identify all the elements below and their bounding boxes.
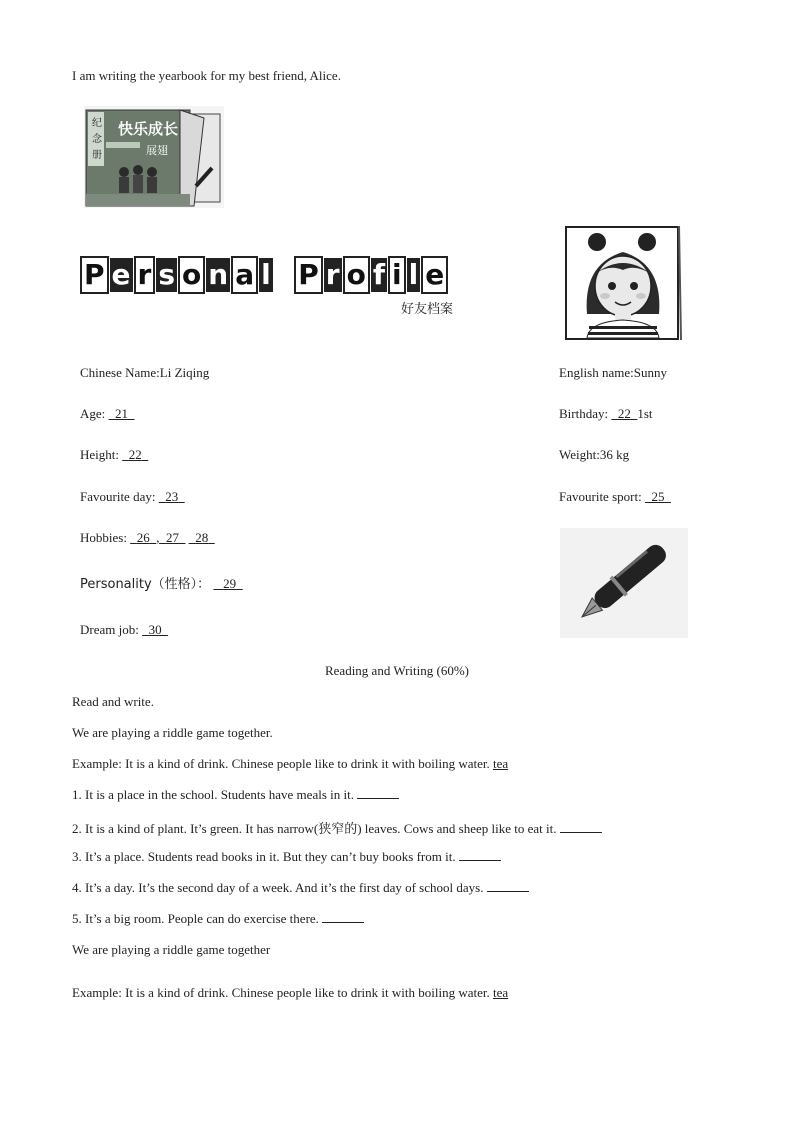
answer-blank-1[interactable] [357, 787, 399, 799]
banner-letter-tile: P [80, 256, 109, 294]
banner-letter-tile: l [408, 258, 419, 291]
yearbook-side-char-1: 纪 [92, 118, 102, 129]
example-answer: tea [492, 756, 509, 771]
personality-label: Personality（性格）： [80, 577, 211, 592]
hobby-blank-3: 28 [195, 530, 209, 545]
banner-word-personal [80, 258, 274, 291]
banner-letter-tile: n [208, 258, 229, 291]
banner-letter-tile: e [111, 258, 131, 291]
personality-row [80, 573, 243, 592]
riddle-intro: We are playing a riddle game together. [72, 725, 273, 740]
svg-text:念: 念 [92, 134, 102, 145]
intro-text: I am writing the yearbook for my best friend, Alice. [72, 68, 341, 83]
example-text-repeat: Example: It is a kind of drink. Chinese people like to drink it with boiling water. [72, 985, 490, 1000]
banner-letter-tile: s [158, 258, 176, 291]
banner-letter-tile: a [231, 256, 258, 294]
banner-letter-tile: l [261, 258, 271, 291]
chinese-name: Chinese Name:Li Ziqing [80, 365, 210, 380]
banner-word-profile [294, 258, 449, 291]
banner-letter-tile: r [325, 258, 340, 291]
question-1: 1. It is a place in the school. Students have meals in it. [72, 787, 399, 803]
height-row [80, 447, 148, 463]
banner-letter-tile: r [134, 256, 156, 294]
favourite-day-row [80, 489, 185, 505]
section-title: Reading and Writing (60%) [324, 663, 469, 678]
height-blank: 22 [128, 447, 142, 462]
english-name: English name:Sunny [559, 365, 667, 380]
height-label: Height: [80, 447, 119, 462]
riddle-intro-repeat: We are playing a riddle game together [72, 942, 271, 957]
hobbies-label: Hobbies: [80, 530, 127, 545]
dream-job-row [80, 622, 168, 638]
personal-profile-banner [80, 256, 445, 304]
banner-letter-tile: e [421, 256, 448, 294]
age-label: Age: [80, 406, 106, 421]
answer-blank-2[interactable] [560, 821, 602, 833]
favourite-sport-row [559, 489, 671, 505]
favourite-day-blank: 23 [165, 489, 179, 504]
yearbook-title: 快乐成长 [118, 120, 179, 138]
birthday-blank: 22 [617, 406, 631, 421]
age-blank: 21 [115, 406, 129, 421]
favourite-sport-blank: 25 [651, 489, 665, 504]
yearbook-cover-image [84, 106, 224, 208]
question-4: 4. It’s a day. It’s the second day of a week. And it’s the first day of school days. [72, 880, 529, 896]
profile-subtitle-cn: 好友档案 [401, 302, 454, 317]
banner-letter-tile: f [372, 258, 385, 291]
favourite-day-label: Favourite day: [80, 489, 156, 504]
instruction: Read and write. [72, 694, 154, 709]
dream-job-label: Dream job: [80, 622, 139, 637]
question-5: 5. It’s a big room. People can do exercise there. [72, 911, 364, 927]
banner-letter-tile: i [388, 256, 406, 294]
hobbies-row [80, 530, 215, 546]
banner-letter-tile: o [178, 256, 205, 294]
example-row [72, 756, 508, 772]
banner-letter-tile: P [294, 256, 323, 294]
dream-job-blank: 30 [148, 622, 162, 637]
fountain-pen-image [560, 528, 688, 638]
weight: Weight:36 kg [559, 447, 630, 462]
example-text: Example: It is a kind of drink. Chinese people like to drink it with boiling water. [72, 756, 490, 771]
hobby-blank-2: 27 [165, 530, 179, 545]
hobby-blank-1: 26 , [136, 530, 160, 545]
girl-portrait-image [563, 224, 683, 342]
svg-text:册: 册 [92, 150, 102, 161]
answer-blank-4[interactable] [487, 880, 529, 892]
birthday-row [559, 406, 653, 422]
birthday-label: Birthday: [559, 406, 609, 421]
answer-blank-3[interactable] [459, 849, 501, 861]
answer-blank-5[interactable] [322, 911, 364, 923]
banner-letter-tile: o [343, 256, 370, 294]
svg-text:展翅: 展翅 [146, 144, 168, 157]
birthday-suffix: 1st [637, 406, 653, 421]
question-3: 3. It’s a place. Students read books in it. But they can’t buy books from it. [72, 849, 501, 865]
example-answer-repeat: tea [492, 985, 509, 1000]
question-2: 2. It is a kind of plant. It’s green. It has narrow(狭窄的) leaves. Cows and sheep like to eat it. [72, 818, 602, 837]
personality-blank: 29 [223, 576, 237, 591]
favourite-sport-label: Favourite sport: [559, 489, 642, 504]
age-row [80, 406, 135, 422]
example-row-repeat [72, 985, 508, 1001]
